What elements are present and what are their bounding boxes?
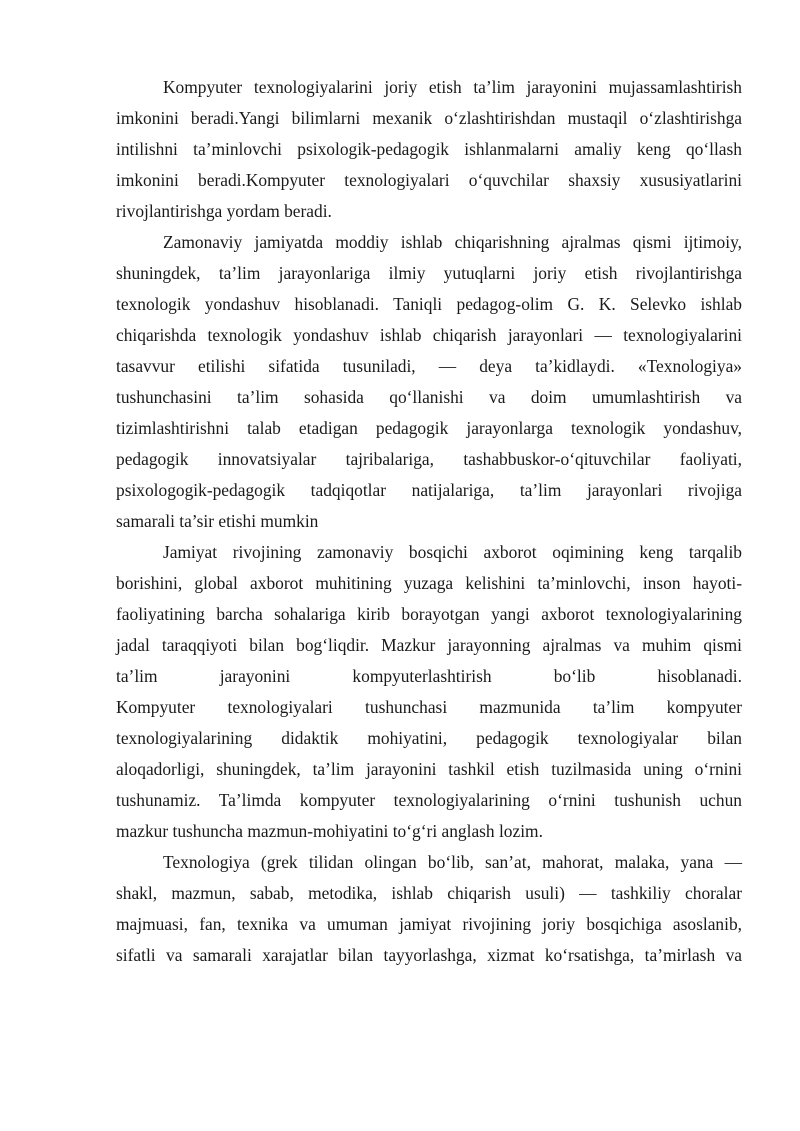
text-line: borishini, global axborot muhitining yuzaga kelishini ta’minlovchi, inson hayoti- (116, 573, 742, 593)
text-line: shakl, mazmun, sabab, metodika, ishlab chiqarish usuli) — tashkiliy choralar (116, 883, 742, 903)
document-page (116, 72, 742, 971)
text-line: rivojlantirishga yordam beradi. (116, 201, 332, 221)
text-line: faoliyatining barcha sohalariga kirib borayotgan yangi axborot texnologiyalarining (116, 604, 742, 624)
text-line: Zamonaviy jamiyatda moddiy ishlab chiqarishning ajralmas qismi ijtimoiy, (163, 232, 742, 252)
text-line: sifatli va samarali xarajatlar bilan tayyorlashga, xizmat ko‘rsatishga, ta’mirlash va (116, 945, 742, 965)
text-line: tushunamiz. Ta’limda kompyuter texnologiyalarining o‘rnini tushunish uchun (116, 790, 742, 810)
text-line: shuningdek, ta’lim jarayonlariga ilmiy yutuqlarni joriy etish rivojlantirishga (116, 263, 742, 283)
paragraph-3 (116, 537, 742, 847)
text-line: pedagogik innovatsiyalar tajribalariga, tashabbuskor-o‘qituvchilar faoliyati, (116, 449, 742, 469)
paragraph-2 (116, 227, 742, 537)
text-line: texnologiyalarining didaktik mohiyatini, pedagogik texnologiyalar bilan (116, 728, 742, 748)
text-line: Kompyuter texnologiyalarini joriy etish ta’lim jarayonini mujassamlashtirish (163, 77, 742, 97)
text-line: Kompyuter texnologiyalari tushunchasi mazmunida ta’lim kompyuter (116, 697, 742, 717)
text-line: intilishni ta’minlovchi psixologik-pedagogik ishlanmalarni amaliy keng qo‘llash (116, 139, 742, 159)
text-line: majmuasi, fan, texnika va umuman jamiyat rivojining joriy bosqichiga asoslanib, (116, 914, 742, 934)
text-line: tizimlashtirishni talab etadigan pedagogik jarayonlarga texnologik yondashuv, (116, 418, 742, 438)
text-line: aloqadorligi, shuningdek, ta’lim jarayonini tashkil etish tuzilmasida uning o‘rnini (116, 759, 742, 779)
text-line: mazkur tushuncha mazmun-mohiyatini to‘g‘ri anglash lozim. (116, 821, 543, 841)
paragraph-1 (116, 72, 742, 227)
paragraph-4 (116, 847, 742, 971)
text-line: texnologik yondashuv hisoblanadi. Taniqli pedagog-olim G. K. Selevko ishlab (116, 294, 742, 314)
text-line: Texnologiya (grek tilidan olingan bo‘lib, san’at, mahorat, malaka, yana — (163, 852, 742, 872)
text-line: ta’lim jarayonini kompyuterlashtirish bo‘lib hisoblanadi. (116, 666, 742, 686)
text-line: Jamiyat rivojining zamonaviy bosqichi axborot oqimining keng tarqalib (163, 542, 742, 562)
text-line: tushunchasini ta’lim sohasida qo‘llanishi va doim umumlashtirish va (116, 387, 742, 407)
text-line: psixologogik-pedagogik tadqiqotlar natijalariga, ta’lim jarayonlari rivojiga (116, 480, 742, 500)
text-line: chiqarishda texnologik yondashuv ishlab chiqarish jarayonlari — texnologiyalarini (116, 325, 742, 345)
text-line: tasavvur etilishi sifatida tusuniladi, — deya ta’kidlaydi. «Texnologiya» (116, 356, 742, 376)
text-line: samarali ta’sir etishi mumkin (116, 511, 319, 531)
text-line: jadal taraqqiyoti bilan bog‘liqdir. Mazkur jarayonning ajralmas va muhim qismi (116, 635, 742, 655)
text-line: imkonini beradi.Yangi bilimlarni mexanik o‘zlashtirishdan mustaqil o‘zlashtirishga (116, 108, 742, 128)
text-line: imkonini beradi.Kompyuter texnologiyalari o‘quvchilar shaxsiy xususiyatlarini (116, 170, 742, 190)
